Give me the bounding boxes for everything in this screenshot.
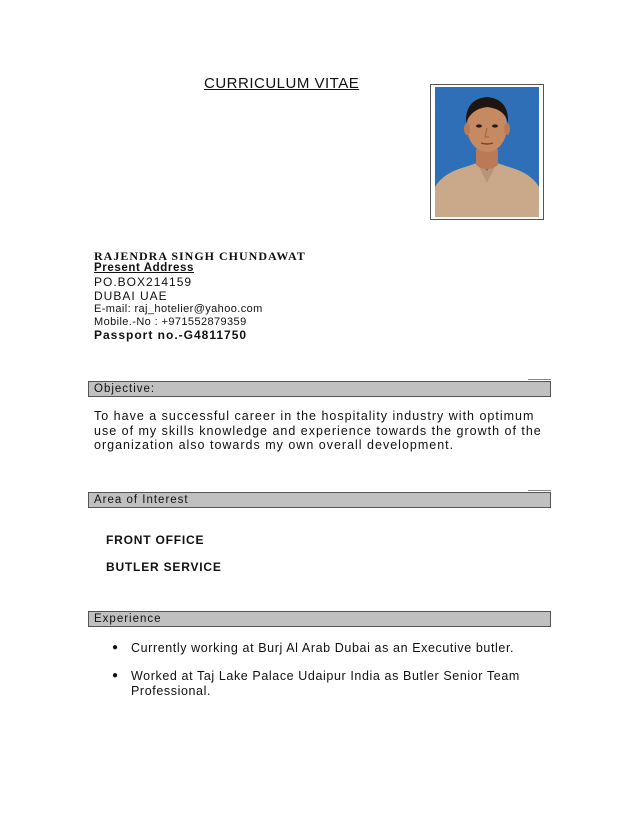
bullet-icon: ●: [112, 670, 119, 681]
section-bar-shadow: [528, 490, 551, 493]
objective-text: To have a successful career in the hospitality industry with optimum use of my skills knowledge and experience towards the growth of the organization also towards my own overall development.: [94, 409, 542, 452]
interest-item: FRONT OFFICE: [106, 533, 205, 547]
address-heading: Present Address: [94, 262, 194, 274]
section-heading: Objective:: [94, 383, 156, 395]
address-line-1: PO.BOX214159: [94, 275, 193, 289]
bullet-icon: ●: [112, 642, 119, 653]
experience-text: Worked at Taj Lake Palace Udaipur India as Butler Senior Team Professional.: [131, 669, 520, 698]
interest-section-header: [88, 492, 551, 508]
section-bar-shadow: [528, 379, 551, 382]
candidate-name: RAJENDRA SINGH CHUNDAWAT: [94, 249, 306, 263]
experience-section-header: [88, 611, 551, 627]
interest-item: BUTLER SERVICE: [106, 560, 222, 574]
section-heading: Area of Interest: [94, 494, 189, 506]
email-line: E-mail: raj_hotelier@yahoo.com: [94, 303, 263, 315]
page-title: CURRICULUM VITAE: [204, 75, 360, 92]
objective-section-header: [88, 381, 551, 397]
mobile-line: Mobile.-No : +971552879359: [94, 316, 247, 328]
profile-photo: [435, 87, 539, 217]
experience-text: Currently working at Burj Al Arab Dubai as an Executive butler.: [131, 641, 515, 655]
portrait-image: [435, 87, 539, 217]
address-line-2: DUBAI UAE: [94, 289, 168, 303]
passport-number: Passport no.-G4811750: [94, 328, 248, 342]
section-heading: Experience: [94, 613, 162, 625]
profile-photo-frame: [430, 84, 544, 220]
